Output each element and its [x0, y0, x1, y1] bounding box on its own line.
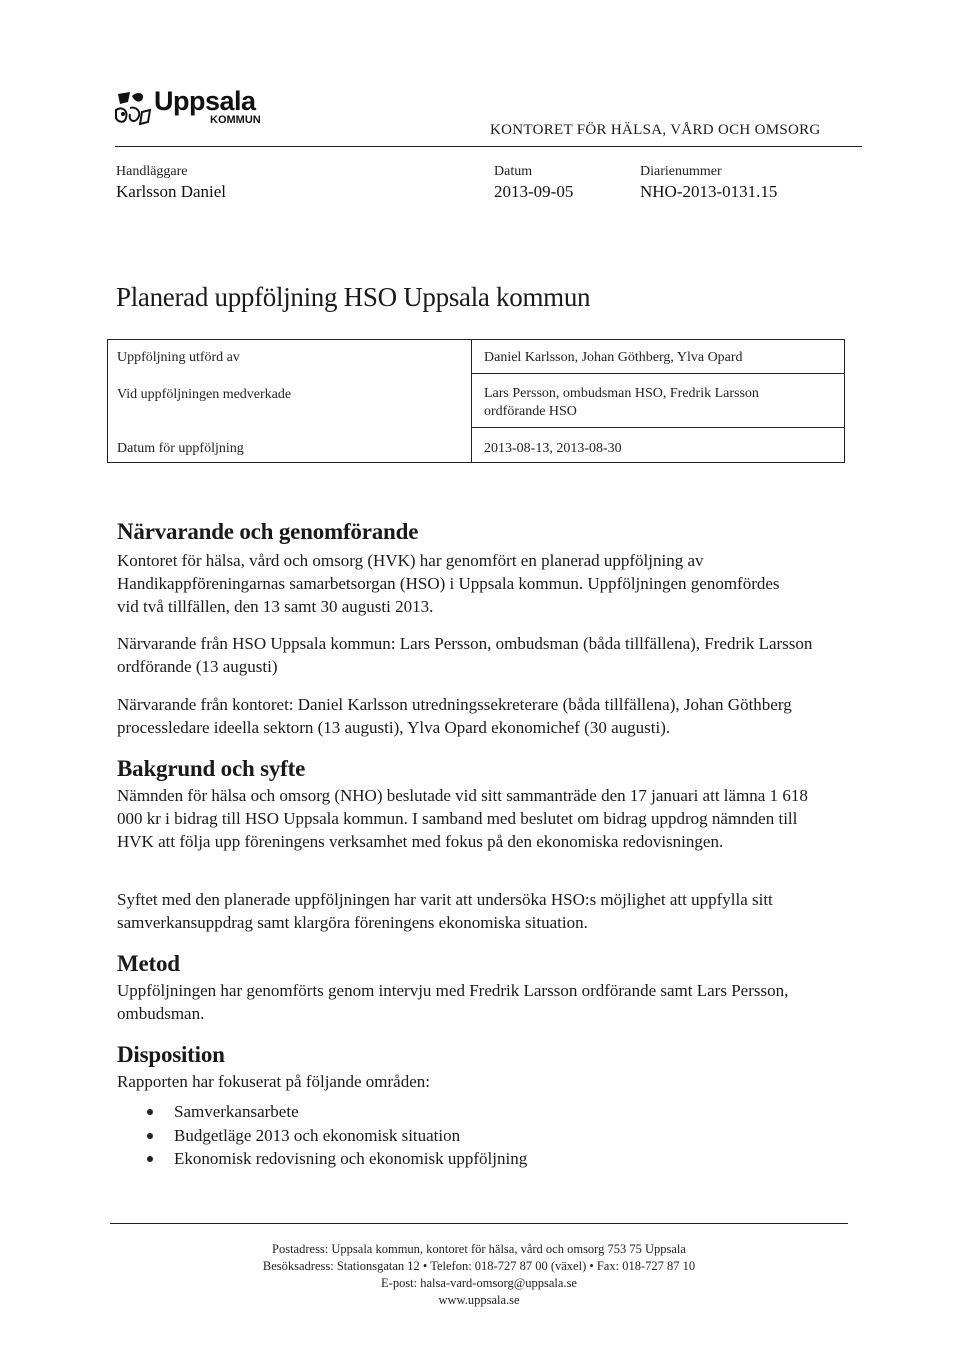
list-item	[117, 1147, 527, 1171]
narvarande-paragraph-1: Kontoret för hälsa, vård och omsorg (HVK) har genomfört en planerad uppföljning av Handikappföreningarnas samarbetsorgan (HSO) i Uppsala kommun. Uppföljningen genomfördes vid två tillfällen, den 13 samt 30 augusti 2013.	[117, 551, 780, 616]
uppsala-logo	[110, 84, 270, 134]
list-item-text: Budgetläge 2013 och ekonomisk situation	[174, 1125, 461, 1145]
list-item-text: Ekonomisk redovisning och ekonomisk uppföljning	[174, 1149, 528, 1168]
handlaggare-value: Karlsson Daniel	[116, 182, 227, 201]
logo-subtext: KOMMUN	[210, 114, 261, 126]
heading-disposition: Disposition	[117, 1042, 225, 1067]
footer-postadress: Postadress: Uppsala kommun, kontoret för hälsa, vård och omsorg 753 75 Uppsala	[272, 1242, 686, 1256]
logo-text: Uppsala	[154, 86, 256, 116]
table-divider-vertical	[471, 340, 472, 462]
narvarande-paragraph-3: Närvarande från kontoret: Daniel Karlsson utredningssekreterare (båda tillfällena), Johan Göthberg processledare ideella sektorn (13 augusti), Ylva Opard ekonomichef (30 augusti).	[117, 695, 792, 737]
disposition-paragraph: Rapporten har fokuserat på följande områden:	[117, 1072, 430, 1091]
heading-narvarande: Närvarande och genomförande	[117, 519, 419, 544]
list-item	[117, 1124, 527, 1148]
table-divider-row-1	[471, 373, 844, 374]
heading-metod: Metod	[117, 951, 180, 976]
page-title: Planerad uppföljning HSO Uppsala kommun	[116, 282, 591, 312]
crest-icon	[112, 88, 154, 130]
footer-besoksadress: Besöksadress: Stationsgatan 12 • Telefon: 018-727 87 00 (växel) • Fax: 018-727 87 10	[262, 1259, 696, 1273]
metod-paragraph: Uppföljningen har genomförts genom intervju med Fredrik Larsson ordförande samt Lars Persson, ombudsman.	[117, 981, 789, 1023]
office-name: KONTORET FÖR HÄLSA, VÅRD OCH OMSORG	[490, 122, 821, 138]
info-value-utford: Daniel Karlsson, Johan Göthberg, Ylva Opard	[484, 350, 743, 365]
info-value-medverkade-line2: ordförande HSO	[484, 404, 577, 419]
info-label-medverkade: Vid uppföljningen medverkade	[117, 387, 292, 402]
bakgrund-paragraph-2: Syftet med den planerade uppföljningen har varit att undersöka HSO:s möjlighet att uppfylla sitt samverkansuppdrag samt klargöra föreningens ekonomiska situation.	[117, 890, 773, 932]
info-label-utford: Uppföljning utförd av	[117, 350, 240, 365]
disposition-list	[117, 1100, 527, 1171]
info-value-medverkade: Lars Persson, ombudsman HSO, Fredrik Larsson	[484, 386, 759, 401]
datum-value: 2013-09-05	[494, 182, 574, 201]
heading-bakgrund: Bakgrund och syfte	[117, 756, 306, 781]
handlaggare-label: Handläggare	[116, 164, 188, 179]
bullet-icon	[147, 1133, 153, 1139]
bullet-icon	[147, 1109, 153, 1115]
diarienummer-label: Diarienummer	[640, 164, 722, 179]
narvarande-paragraph-2: Närvarande från HSO Uppsala kommun: Lars Persson, ombudsman (båda tillfällena), Fredrik Larsson ordförande (13 augusti)	[117, 634, 813, 676]
datum-label: Datum	[494, 164, 533, 179]
header-divider	[115, 146, 862, 147]
footer-email: E-post: halsa-vard-omsorg@uppsala.se	[381, 1276, 577, 1290]
info-value-datum: 2013-08-13, 2013-08-30	[484, 441, 622, 456]
bullet-icon	[147, 1156, 153, 1162]
footer-divider	[110, 1223, 848, 1224]
diarienummer-value: NHO-2013-0131.15	[640, 182, 778, 201]
list-item	[117, 1100, 527, 1124]
bakgrund-paragraph-1: Nämnden för hälsa och omsorg (NHO) beslutade vid sitt sammanträde den 17 januari att lämna 1 618 000 kr i bidrag till HSO Uppsala kommun. I samband med beslutet om bidrag uppdrog nämnden till HVK att följa upp föreningens verksamhet med fokus på den ekonomiska redovisningen.	[117, 786, 808, 851]
table-divider-row-2	[471, 427, 844, 428]
info-table	[107, 339, 845, 463]
list-item-text: Samverkansarbete	[174, 1102, 299, 1121]
info-label-datum: Datum för uppföljning	[117, 441, 244, 456]
footer-website: www.uppsala.se	[438, 1293, 520, 1307]
